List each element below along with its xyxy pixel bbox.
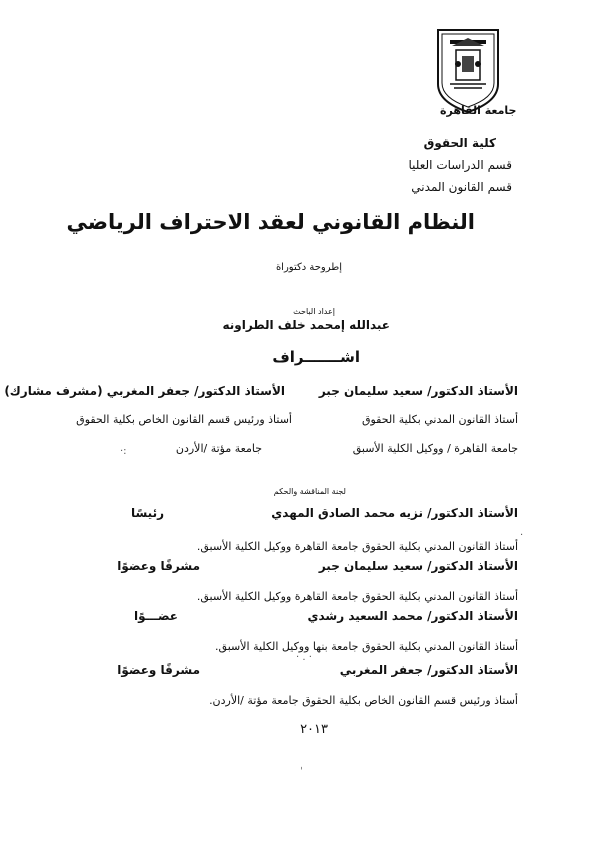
- supervision-heading: اشـــــــراف: [272, 348, 360, 366]
- committee-member-4-name: الأستاذ الدكتور/ جعفر المغربي: [339, 663, 518, 677]
- committee-member-3-desc: أستاذ القانون المدني بكلية الحقوق جامعة بنها ووكيل الكلية الأسبق.: [215, 640, 518, 653]
- committee-member-1-role: رئيسًا: [130, 506, 164, 520]
- supervisor-1-affiliation: جامعة القاهرة / ووكيل الكلية الأسبق: [352, 442, 518, 455]
- committee-member-2-role: مشرفًا وعضوًا: [117, 559, 200, 573]
- scan-speck: ·: [520, 530, 524, 541]
- committee-heading: لجنة المناقشة والحكم: [273, 487, 346, 496]
- scan-speck: ·:: [120, 446, 127, 457]
- supervisor-2-affiliation: جامعة مؤتة /الأردن: [175, 442, 262, 455]
- committee-member-2-name: الأستاذ الدكتور/ سعيد سليمان جبر: [318, 559, 518, 573]
- civil-law-dept: قسم القانون المدني: [411, 180, 512, 194]
- logo-caption: جامعة القاهرة: [440, 104, 517, 117]
- supervisor-1-name: الأستاذ الدكتور/ سعيد سليمان جبر: [318, 384, 518, 398]
- committee-member-3-role: عضـــوًا: [134, 609, 178, 623]
- committee-member-3-name: الأستاذ الدكتور/ محمد السعيد رشدي: [307, 609, 518, 623]
- cairo-university-logo: [428, 26, 508, 116]
- prepared-by-label: إعداد الباحث: [293, 307, 335, 316]
- thesis-title: النظام القانوني لعقد الاحتراف الرياضي: [66, 210, 475, 234]
- year: ٢٠١٣: [300, 722, 328, 737]
- supervisor-2-name: الأستاذ الدكتور/ جعفر المغربي (مشرف مشارك): [4, 384, 285, 398]
- graduate-dept: قسم الدراسات العليا: [408, 158, 512, 172]
- committee-member-4-desc: أستاذ ورئيس قسم القانون الخاص بكلية الحقوق جامعة مؤتة /الأردن.: [209, 694, 518, 707]
- supervisor-2-position: أستاذ ورئيس قسم القانون الخاص بكلية الحقوق: [76, 413, 292, 426]
- thesis-type: إطروحة دكتوراة: [275, 262, 342, 273]
- committee-member-1-desc: أستاذ القانون المدني بكلية الحقوق جامعة القاهرة ووكيل الكلية الأسبق.: [196, 540, 518, 553]
- committee-member-4-role: مشرفًا وعضوًا: [117, 663, 200, 677]
- scan-speck: ˌ: [300, 760, 303, 771]
- scan-speck: · . ·: [296, 652, 312, 663]
- researcher-name: عبدالله إمحمد خلف الطراونه: [222, 318, 390, 332]
- faculty-name: كلية الحقوق: [423, 136, 496, 150]
- committee-member-1-name: الأستاذ الدكتور/ نزيه محمد الصادق المهدي: [271, 506, 518, 520]
- supervisor-1-position: أستاذ القانون المدني بكلية الحقوق: [361, 413, 518, 426]
- committee-member-2-desc: أستاذ القانون المدني بكلية الحقوق جامعة القاهرة ووكيل الكلية الأسبق.: [196, 590, 518, 603]
